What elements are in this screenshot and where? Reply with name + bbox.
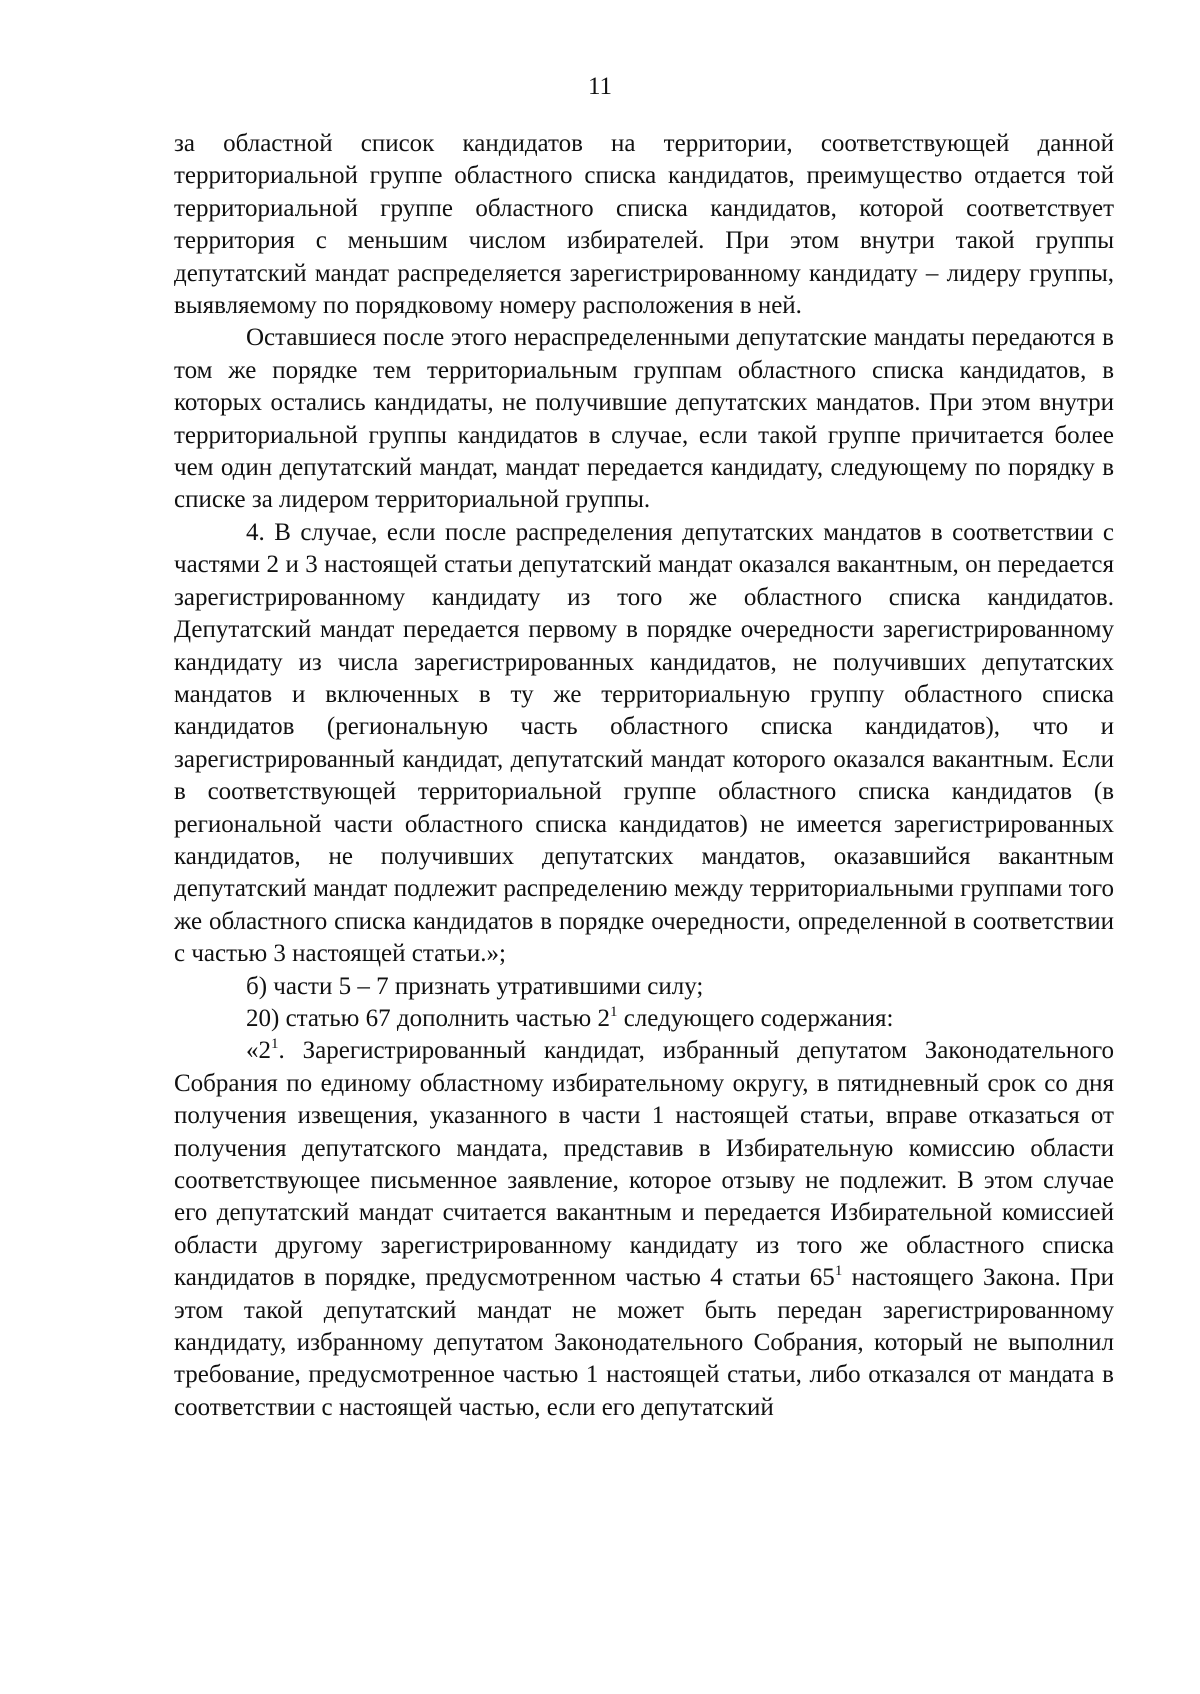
paragraph-text: настоящего Закона. При этом такой депутатский мандат не может быть передан зарегистрированному кандидату, избранному депутатом Законодательного Собрания, который не выполнил требование, предусмотренное частью 1 настоящей статьи, либо отказался от мандата в соответствии с настоящей частью, если его депутатский [174, 1264, 1114, 1421]
paragraph [174, 971, 1114, 1003]
paragraph [174, 1035, 1114, 1424]
paragraph [174, 128, 1114, 322]
superscript-index: 1 [609, 1003, 618, 1020]
paragraph-text: 20) статью 67 дополнить частью 2 [246, 1004, 610, 1032]
paragraph [174, 322, 1114, 516]
page-number: 11 [587, 73, 613, 100]
paragraph-text: 4. В случае, если после распределения депутатских мандатов в соответствии с частями 2 и 3 настоящей статьи депутатский мандат оказался вакантным, он передается зарегистрированному кандидату из того же областного списка кандидатов. Депутатский мандат передается первому в порядке очередности зарегистрированному кандидату из числа зарегистрированных кандидатов, не получивших депутатских мандатов и включенных в ту же территориальную группу областного списка кандидатов (региональную часть областного списка кандидатов), что и зарегистрированный кандидат, депутатский мандат которого оказался вакантным. Если в соответствующей территориальной группе областного списка кандидатов (в региональной части областного списка кандидатов) не имеется зарегистрированных кандидатов, не получивших депутатских мандатов, оказавшийся вакантным депутатский мандат подлежит распределению между территориальными группами того же областного списка кандидатов в порядке очередности, определенной в соответствии с частью 3 настоящей статьи.»; [174, 518, 1114, 968]
paragraph-text: следующего содержания: [617, 1004, 894, 1032]
paragraph-text: за областной список кандидатов на территории, соответствующей данной территориальной группе областного списка кандидатов, преимущество отдается той территориальной группе областного списка кандидатов, которой соответствует территория с меньшим числом избирателей. При этом внутри такой группы депутатский мандат распределяется зарегистрированному кандидату – лидеру группы, выявляемому по порядковому номеру расположения в ней. [174, 130, 1114, 320]
paragraph-text: Оставшиеся после этого нераспределенными депутатские мандаты передаются в том же порядке тем территориальным группам областного списка кандидатов, в которых остались кандидаты, не получившие депутатских мандатов. При этом внутри территориальной группы кандидатов в случае, если такой группе причитается более чем один депутатский мандат, мандат передается кандидату, следующему по порядку в списке за лидером территориальной группы. [174, 324, 1114, 514]
document-body [174, 128, 1114, 1424]
paragraph-text: б) части 5 – 7 признать утратившими силу; [246, 972, 704, 1000]
paragraph-text: . Зарегистрированный кандидат, избранный депутатом Законодательного Собрания по единому областному избирательному округу, в пятидневный срок со дня получения извещения, указанного в части 1 настоящей статьи, вправе отказаться от получения депутатского мандата, представив в Избирательную комиссию области соответствующее письменное заявление, которое отзыву не подлежит. В этом случае его депутатский мандат считается вакантным и передается Избирательной комиссией области другому зарегистрированному кандидату из того же областного списка кандидатов в порядке, предусмотренном частью 4 статьи 65 [174, 1037, 1114, 1292]
paragraph [174, 517, 1114, 971]
superscript-index: 1 [271, 1036, 279, 1053]
paragraph-text: «2 [246, 1037, 271, 1065]
superscript-index: 1 [834, 1263, 843, 1280]
paragraph [174, 1003, 1114, 1035]
